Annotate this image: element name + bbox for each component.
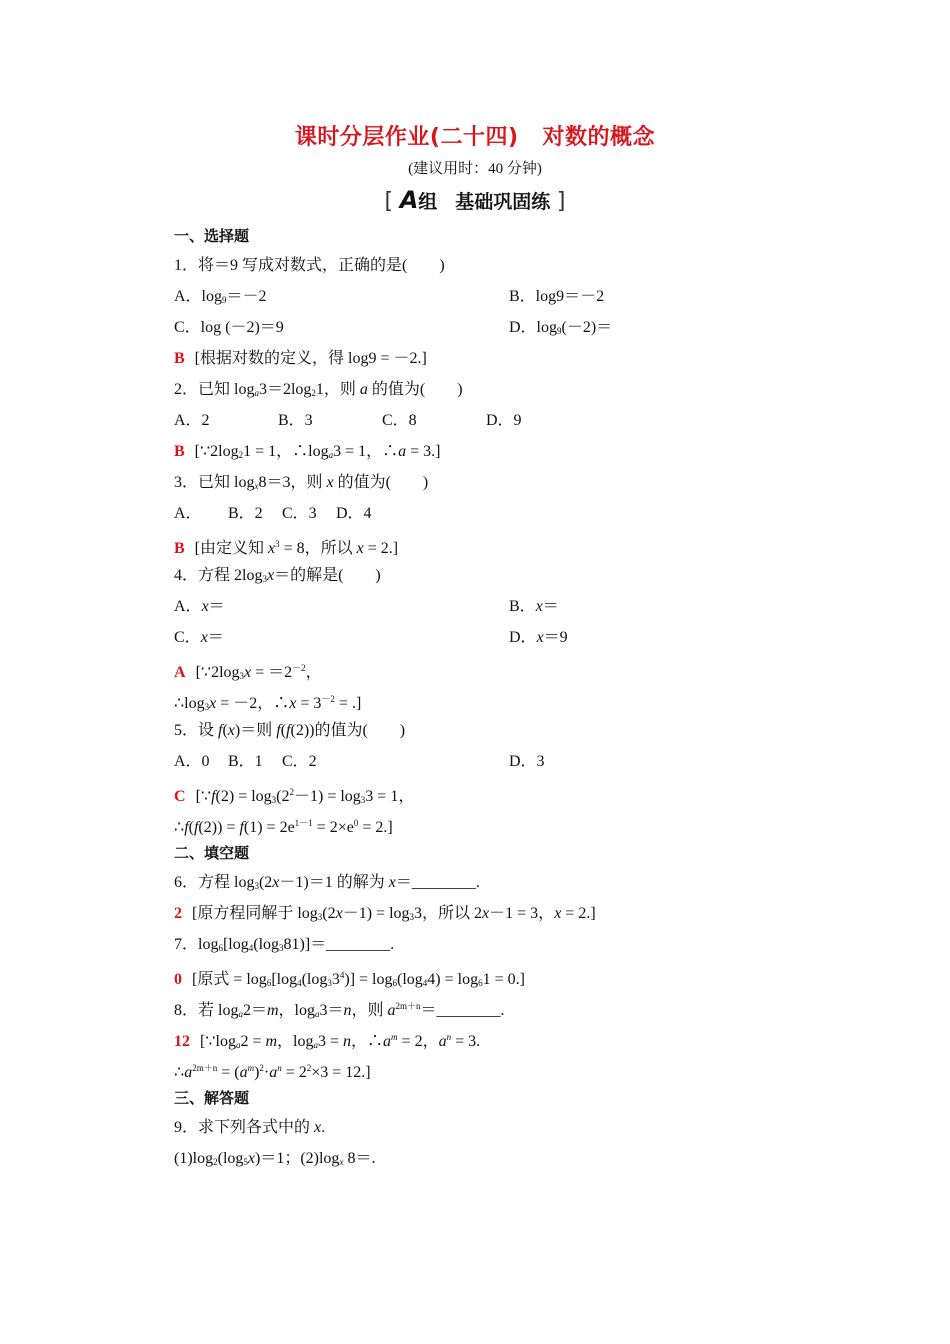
- section-heading: 三、解答题: [174, 1089, 250, 1107]
- question-7-answer: 0 [原式 = $\log_6[\log_4(\log_33^4)] = \log_6(\log_44) = \log_61 = 0$.]: [174, 970, 525, 988]
- question-6-stem: 6．方程 $\log_3(2x-1)=1$ 的解为 x＝________.: [174, 874, 480, 891]
- question-6-answer: 2 [原方程同解于 $\log_3(2x-1) = \log_33$，所以 2x－1 = 3，x = 2.]: [174, 905, 596, 922]
- question-4-options-ab: A．x＝ B．x＝: [174, 598, 559, 615]
- question-5-answer: C [∵f(2) = $\log_3(2^2-1) = \log_33 = 1$，: [174, 787, 415, 805]
- question-9-parts: $(1)\log_2(\log_5x)=1$；$(2)\log_x$ 8＝.: [174, 1150, 376, 1167]
- question-2-answer: B [$\because 2\log_21 = 1$，$\therefore\log_a3 = 1$，∴a = 3.]: [174, 443, 441, 460]
- question-1-options-cd: C．log (－2)＝9 D．$\log_9(-2)=$: [174, 319, 613, 336]
- question-2-stem: 2．已知 $\log_a3=2\log_21$，则 a 的值为( ): [174, 381, 463, 398]
- suggested-time: (建议用时：40 分钟): [408, 161, 542, 177]
- question-5-answer-cont: ∴f(f(2)) = $f(1) = 2e^{1-1} = 2\times e^0 = 2$.]: [174, 818, 393, 836]
- exercise-content: [174, 222, 694, 1174]
- question-8-answer: 12 [$\because\log_a2 = m$，$\log_a3 = n$，$\therefore a^m = 2$，$a^n = 3$.: [174, 1032, 481, 1050]
- page-title: 课时分层作业(二十四) 对数的概念: [294, 125, 656, 150]
- section-heading: 一、选择题: [174, 227, 250, 245]
- question-3-stem: 3．已知 $\log_x8=3$，则 x 的值为( ): [174, 474, 429, 491]
- question-1-stem: 1．将＝9 写成对数式，正确的是( ): [174, 257, 445, 274]
- question-1-options-ab: A．$\log_9=-2$ B．log9＝－2: [174, 288, 605, 305]
- question-7-stem: 7．$\log_6[\log_4(\log_381)]=\_\_\_\_\_\_\_\_$.: [174, 936, 395, 953]
- question-1-answer: B [根据对数的定义，得 log9 = －2.]: [174, 350, 427, 367]
- question-5-options: A．0 B．1 C．2 D．3: [174, 753, 545, 770]
- question-5-stem: 5．设 f(x)＝则 f(f(2))的值为( ): [174, 722, 406, 739]
- group-heading: [ A组 基础巩固练 ]: [384, 186, 566, 214]
- question-3-answer: B [由定义知 $x^3 = 8$，所以 x = 2.]: [174, 539, 399, 557]
- question-8-answer-cont: $\therefore a^{2m+n} = (a^m)^2\cdot a^n = 2^2\times 3 = 12$.]: [174, 1063, 371, 1081]
- question-8-stem: 8．若 $\log_a2=m$，$\log_a3=n$，则 $a^{2m+n}=\_\_\_\_\_\_\_\_$.: [174, 1001, 505, 1019]
- question-4-options-cd: C．x＝ D．x＝9: [174, 629, 568, 646]
- section-heading: 二、填空题: [174, 844, 250, 862]
- question-4-stem: 4．方程 $2\log_3x=$的解是( ): [174, 567, 381, 584]
- question-3-options: A． B．2 C．3 D．4: [174, 505, 372, 522]
- question-9-stem: 9．求下列各式中的 x.: [174, 1119, 326, 1136]
- question-2-options: A．2 B．3 C．8 D．9: [174, 412, 522, 429]
- question-4-answer-cont: $\therefore\log_3x = -2$，∴x = $3^{-2}$ = .]: [174, 694, 362, 712]
- question-4-answer: A [$\because 2\log_3x = =2^{-2}$，: [174, 663, 322, 681]
